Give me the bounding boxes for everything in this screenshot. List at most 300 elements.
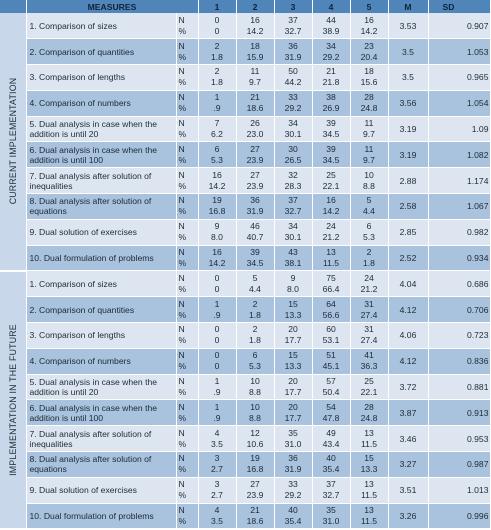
count-value: 36	[288, 40, 298, 51]
table-row	[0, 323, 490, 349]
count-value: 39	[326, 143, 336, 154]
percent-value: 14.2	[208, 180, 226, 191]
percent-value: 35.4	[322, 464, 340, 475]
count-value: 32	[288, 169, 298, 180]
percent-value: 11.5	[360, 516, 378, 527]
percent-value: 43.4	[322, 438, 340, 449]
count-value: 39	[326, 118, 336, 129]
n-label: N	[178, 376, 185, 387]
percent-value: 21.8	[322, 77, 340, 88]
percent-value: 8.8	[249, 387, 261, 398]
score-1-cell	[198, 323, 236, 349]
score-5-cell	[350, 194, 388, 220]
measure-name: 1. Comparison of sizes	[26, 13, 176, 39]
score-4-cell	[312, 477, 350, 503]
percent-value: 34.5	[322, 129, 340, 140]
count-value: 40	[288, 505, 298, 516]
score-5-cell	[350, 245, 388, 271]
percent-value: 1.8	[249, 335, 261, 346]
percent-value: 47.8	[322, 412, 340, 423]
n-pct-label	[176, 452, 198, 478]
measure-name: 7. Dual analysis after solution of inequalities	[26, 168, 176, 194]
score-5-cell	[350, 348, 388, 374]
score-4-cell	[312, 348, 350, 374]
score-3-cell	[274, 323, 312, 349]
n-pct-label	[176, 90, 198, 116]
count-value: 11	[250, 66, 260, 77]
header-col-1: 1	[198, 0, 236, 13]
percent-value: 8.8	[249, 412, 261, 423]
pct-label: %	[178, 206, 187, 217]
pct-label: %	[178, 51, 187, 62]
n-pct-label	[176, 503, 198, 529]
score-3-cell	[274, 142, 312, 168]
percent-value: 53.1	[322, 335, 340, 346]
n-pct-label	[176, 271, 198, 297]
score-4-cell	[312, 245, 350, 271]
score-1-cell	[198, 194, 236, 220]
percent-value: 5.3	[249, 361, 261, 372]
percent-value: .9	[213, 309, 221, 320]
n-label: N	[178, 169, 185, 180]
score-4-cell	[312, 65, 350, 91]
count-value: 21	[250, 92, 260, 103]
count-value: 18	[364, 66, 374, 77]
count-value: 27	[250, 479, 260, 490]
sd-value: 0.907	[428, 13, 490, 39]
pct-label: %	[178, 103, 187, 114]
count-value: 16	[364, 14, 374, 25]
mean-value: 3.51	[388, 477, 428, 503]
score-1-cell	[198, 39, 236, 65]
measure-name: 6. Dual analysis in case when the addition is until 100	[26, 142, 176, 168]
count-value: 44	[326, 14, 336, 25]
count-value: 15	[288, 298, 298, 309]
percent-value: 9.7	[363, 154, 375, 165]
count-value: 21	[326, 66, 336, 77]
percent-value: 34.5	[246, 258, 264, 269]
count-value: 16	[250, 14, 260, 25]
percent-value: 44.2	[284, 77, 302, 88]
mean-value: 2.85	[388, 219, 428, 245]
score-2-cell	[236, 323, 274, 349]
percent-value: 21.2	[322, 232, 340, 243]
count-value: 35	[326, 505, 336, 516]
score-5-cell	[350, 374, 388, 400]
count-value: 16	[212, 247, 222, 258]
table-row	[0, 168, 490, 194]
mean-value: 4.12	[388, 348, 428, 374]
mean-value: 3.19	[388, 142, 428, 168]
score-4-cell	[312, 90, 350, 116]
n-pct-label	[176, 400, 198, 426]
header-col-2: 2	[236, 0, 274, 13]
count-value: 18	[250, 40, 260, 51]
score-4-cell	[312, 116, 350, 142]
score-5-cell	[350, 168, 388, 194]
count-value: 64	[326, 298, 336, 309]
score-2-cell	[236, 374, 274, 400]
count-value: 9	[214, 221, 220, 232]
count-value: 6	[252, 350, 258, 361]
sd-value: 0.987	[428, 452, 490, 478]
count-value: 20	[288, 376, 298, 387]
percent-value: 45.1	[322, 361, 340, 372]
score-3-cell	[274, 168, 312, 194]
count-value: 5	[366, 195, 372, 206]
score-1-cell	[198, 142, 236, 168]
score-5-cell	[350, 477, 388, 503]
percent-value: 18.6	[246, 516, 264, 527]
percent-value: 1.8	[211, 51, 223, 62]
percent-value: 29.2	[284, 490, 302, 501]
score-5-cell	[350, 452, 388, 478]
count-value: 11	[364, 118, 374, 129]
mean-value: 3.27	[388, 452, 428, 478]
score-3-cell	[274, 297, 312, 323]
score-3-cell	[274, 271, 312, 297]
count-value: 13	[326, 247, 336, 258]
score-2-cell	[236, 219, 274, 245]
n-pct-label	[176, 374, 198, 400]
n-pct-label	[176, 142, 198, 168]
header-row	[0, 0, 490, 13]
n-label: N	[178, 401, 185, 412]
score-1-cell	[198, 245, 236, 271]
table-row	[0, 219, 490, 245]
count-value: 23	[364, 40, 374, 51]
count-value: 1	[214, 376, 220, 387]
score-2-cell	[236, 90, 274, 116]
count-value: 41	[364, 350, 374, 361]
percent-value: 32.7	[322, 490, 340, 501]
count-value: 6	[366, 221, 372, 232]
count-value: 38	[326, 92, 336, 103]
score-3-cell	[274, 348, 312, 374]
mean-value: 3.53	[388, 13, 428, 39]
percent-value: 11.5	[360, 490, 378, 501]
n-pct-label	[176, 348, 198, 374]
header-sd: SD	[428, 0, 490, 13]
count-value: 15	[364, 453, 374, 464]
measure-name: 4. Comparison of numbers	[26, 348, 176, 374]
count-value: 2	[252, 324, 258, 335]
percent-value: 31.9	[246, 206, 264, 217]
percent-value: .9	[213, 412, 221, 423]
count-value: 0	[214, 350, 220, 361]
percent-value: 13.3	[284, 309, 302, 320]
measure-name: 3. Comparison of lengths	[26, 65, 176, 91]
count-value: 37	[288, 195, 298, 206]
group-label-cell	[0, 271, 26, 529]
count-value: 26	[250, 118, 260, 129]
n-pct-label	[176, 426, 198, 452]
measure-name: 2. Comparison of quantities	[26, 297, 176, 323]
percent-value: 66.4	[322, 283, 340, 294]
score-5-cell	[350, 503, 388, 529]
n-pct-label	[176, 245, 198, 271]
score-3-cell	[274, 13, 312, 39]
count-value: 15	[288, 350, 298, 361]
group-label: CURRENT IMPLEMENTATION	[7, 78, 18, 205]
n-label: N	[178, 92, 185, 103]
percent-value: 13.3	[284, 361, 302, 372]
score-4-cell	[312, 271, 350, 297]
table-row	[0, 245, 490, 271]
count-value: 10	[250, 376, 260, 387]
percent-value: .9	[213, 387, 221, 398]
n-pct-label	[176, 194, 198, 220]
measure-name: 4. Comparison of numbers	[26, 90, 176, 116]
sd-value: 0.953	[428, 426, 490, 452]
score-5-cell	[350, 219, 388, 245]
percent-value: .9	[213, 103, 221, 114]
count-value: 19	[250, 453, 260, 464]
n-label: N	[178, 14, 185, 25]
score-2-cell	[236, 297, 274, 323]
group-label-cell	[0, 13, 26, 271]
score-5-cell	[350, 271, 388, 297]
n-pct-label	[176, 477, 198, 503]
count-value: 9	[290, 272, 296, 283]
count-value: 31	[364, 324, 374, 335]
count-value: 0	[214, 14, 220, 25]
table-row	[0, 452, 490, 478]
percent-value: 0	[214, 25, 220, 36]
pct-label: %	[178, 232, 187, 243]
score-4-cell	[312, 503, 350, 529]
percent-value: 35.4	[284, 516, 302, 527]
score-5-cell	[350, 13, 388, 39]
score-2-cell	[236, 245, 274, 271]
count-value: 51	[326, 350, 336, 361]
mean-value: 3.56	[388, 90, 428, 116]
table-row	[0, 477, 490, 503]
count-value: 16	[212, 169, 222, 180]
percent-value: 3.5	[211, 438, 223, 449]
n-pct-label	[176, 323, 198, 349]
pct-label: %	[178, 309, 187, 320]
count-value: 40	[326, 453, 336, 464]
percent-value: 29.2	[322, 51, 340, 62]
count-value: 10	[250, 401, 260, 412]
score-2-cell	[236, 400, 274, 426]
count-value: 60	[326, 324, 336, 335]
count-value: 6	[214, 143, 220, 154]
sd-value: 1.09	[428, 116, 490, 142]
percent-value: 26.9	[322, 103, 340, 114]
score-1-cell	[198, 348, 236, 374]
percent-value: 6.2	[211, 129, 223, 140]
percent-value: 31.0	[322, 516, 340, 527]
sd-value: 0.836	[428, 348, 490, 374]
pct-label: %	[178, 335, 187, 346]
measure-name: 3. Comparison of lengths	[26, 323, 176, 349]
measure-name: 5. Dual analysis in case when the addition is until 20	[26, 374, 176, 400]
count-value: 28	[364, 92, 374, 103]
percent-value: 23.0	[246, 129, 264, 140]
percent-value: 30.1	[284, 129, 302, 140]
percent-value: 9.7	[363, 129, 375, 140]
n-pct-label	[176, 116, 198, 142]
count-value: 50	[288, 66, 298, 77]
score-5-cell	[350, 39, 388, 65]
percent-value: 14.2	[360, 25, 378, 36]
score-3-cell	[274, 116, 312, 142]
measure-name: 8. Dual analysis after solution of equations	[26, 194, 176, 220]
percent-value: 23.9	[246, 154, 264, 165]
count-value: 0	[214, 272, 220, 283]
count-value: 49	[326, 427, 336, 438]
percent-value: 20.4	[360, 51, 378, 62]
score-2-cell	[236, 168, 274, 194]
n-label: N	[178, 272, 185, 283]
percent-value: 27.4	[360, 335, 378, 346]
n-label: N	[178, 195, 185, 206]
pct-label: %	[178, 283, 187, 294]
count-value: 20	[288, 401, 298, 412]
percent-value: 56.6	[322, 309, 340, 320]
sd-value: 0.706	[428, 297, 490, 323]
score-5-cell	[350, 323, 388, 349]
table-row	[0, 348, 490, 374]
percent-value: 38.9	[322, 25, 340, 36]
count-value: 31	[364, 298, 374, 309]
measure-name: 10. Dual formulation of problems	[26, 245, 176, 271]
percent-value: 22.1	[322, 180, 340, 191]
n-label: N	[178, 143, 185, 154]
score-2-cell	[236, 477, 274, 503]
score-5-cell	[350, 116, 388, 142]
table-row	[0, 13, 490, 39]
score-4-cell	[312, 194, 350, 220]
table-row	[0, 426, 490, 452]
pct-label: %	[178, 129, 187, 140]
percent-value: 8.8	[363, 180, 375, 191]
score-2-cell	[236, 65, 274, 91]
n-label: N	[178, 453, 185, 464]
measure-name: 6. Dual analysis in case when the addition is until 100	[26, 400, 176, 426]
percent-value: 40.7	[246, 232, 264, 243]
table-row	[0, 271, 490, 297]
count-value: 4	[214, 505, 220, 516]
score-4-cell	[312, 426, 350, 452]
count-value: 12	[250, 427, 260, 438]
percent-value: 17.7	[284, 412, 302, 423]
count-value: 2	[366, 247, 372, 258]
sd-value: 0.723	[428, 323, 490, 349]
n-pct-label	[176, 39, 198, 65]
table-row	[0, 194, 490, 220]
percent-value: 34.5	[322, 154, 340, 165]
score-1-cell	[198, 374, 236, 400]
percent-value: 21.2	[360, 283, 378, 294]
pct-label: %	[178, 25, 187, 36]
score-4-cell	[312, 374, 350, 400]
percent-value: 14.2	[322, 206, 340, 217]
n-label: N	[178, 221, 185, 232]
percent-value: 14.2	[208, 258, 226, 269]
mean-value: 3.19	[388, 116, 428, 142]
count-value: 21	[250, 505, 260, 516]
score-5-cell	[350, 142, 388, 168]
pct-label: %	[178, 387, 187, 398]
mean-value: 2.88	[388, 168, 428, 194]
count-value: 1	[214, 298, 220, 309]
count-value: 33	[288, 479, 298, 490]
table-row	[0, 39, 490, 65]
percent-value: 10.6	[246, 438, 264, 449]
score-1-cell	[198, 400, 236, 426]
percent-value: 24.8	[360, 412, 378, 423]
score-4-cell	[312, 452, 350, 478]
pct-label: %	[178, 154, 187, 165]
measure-name: 7. Dual analysis after solution of inequalities	[26, 426, 176, 452]
percent-value: 38.1	[284, 258, 302, 269]
count-value: 7	[214, 118, 220, 129]
n-pct-label	[176, 297, 198, 323]
n-label: N	[178, 350, 185, 361]
score-4-cell	[312, 323, 350, 349]
n-pct-label	[176, 13, 198, 39]
percent-value: 2.7	[211, 490, 223, 501]
mean-value: 4.06	[388, 323, 428, 349]
score-3-cell	[274, 39, 312, 65]
score-3-cell	[274, 503, 312, 529]
pct-label: %	[178, 464, 187, 475]
score-2-cell	[236, 194, 274, 220]
count-value: 11	[364, 143, 374, 154]
table-row	[0, 374, 490, 400]
count-value: 19	[212, 195, 222, 206]
score-2-cell	[236, 116, 274, 142]
percent-value: 30.1	[284, 232, 302, 243]
percent-value: 9.7	[249, 77, 261, 88]
table-row	[0, 142, 490, 168]
pct-label: %	[178, 258, 187, 269]
score-1-cell	[198, 219, 236, 245]
percent-value: 5.3	[363, 232, 375, 243]
sd-value: 1.082	[428, 142, 490, 168]
count-value: 34	[288, 221, 298, 232]
percent-value: 28.3	[284, 180, 302, 191]
percent-value: 24.8	[360, 103, 378, 114]
count-value: 4	[214, 427, 220, 438]
pct-label: %	[178, 77, 187, 88]
count-value: 27	[250, 169, 260, 180]
group-label: IMPLEMENTATION IN THE FUTURE	[7, 324, 18, 476]
sd-value: 0.686	[428, 271, 490, 297]
count-value: 37	[326, 479, 336, 490]
score-1-cell	[198, 168, 236, 194]
n-label: N	[178, 324, 185, 335]
n-label: N	[178, 40, 185, 51]
score-3-cell	[274, 90, 312, 116]
percent-value: 50.4	[322, 387, 340, 398]
table-row	[0, 400, 490, 426]
mean-value: 3.26	[388, 503, 428, 529]
sd-value: 1.013	[428, 477, 490, 503]
count-value: 57	[326, 376, 336, 387]
score-4-cell	[312, 39, 350, 65]
count-value: 54	[326, 401, 336, 412]
table-row	[0, 65, 490, 91]
score-2-cell	[236, 13, 274, 39]
n-label: N	[178, 298, 185, 309]
count-value: 24	[364, 272, 374, 283]
score-1-cell	[198, 477, 236, 503]
percent-value: 3.5	[211, 516, 223, 527]
